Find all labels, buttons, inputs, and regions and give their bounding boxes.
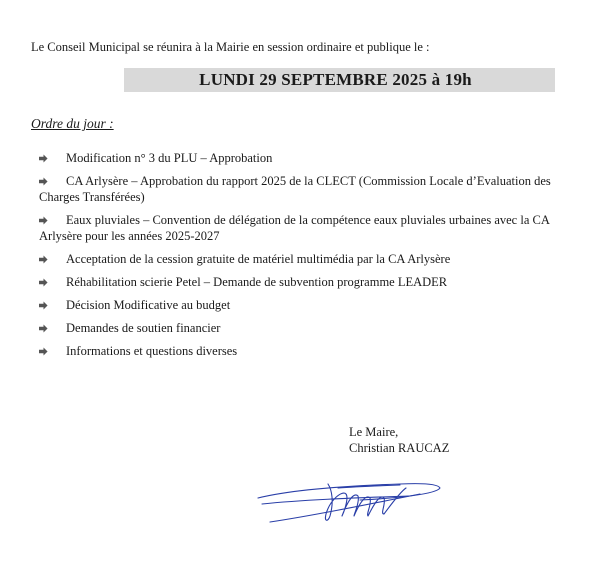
agenda-item-text: Informations et questions diverses	[66, 344, 238, 358]
signatory-title: Le Maire,	[349, 425, 399, 439]
agenda-item	[39, 150, 574, 166]
arrow-right-icon	[39, 177, 48, 186]
meeting-date: LUNDI 29 SEPTEMBRE 2025 à 19h	[199, 70, 472, 89]
arrow-right-icon	[39, 154, 48, 163]
agenda-item-text: Réhabilitation scierie Petel – Demande de subvention programme LEADER	[66, 275, 448, 289]
agenda-item	[39, 173, 574, 205]
agenda-item	[39, 297, 574, 313]
arrow-right-icon	[39, 301, 48, 310]
meeting-date-banner	[124, 68, 555, 92]
agenda-item	[39, 343, 574, 359]
arrow-right-icon	[39, 347, 48, 356]
signature-block	[349, 424, 449, 456]
agenda-item-text: Modification n° 3 du PLU – Approbation	[66, 151, 273, 165]
agenda-item	[39, 320, 574, 336]
agenda-item-text: Décision Modificative au budget	[66, 298, 231, 312]
agenda-item-text: Acceptation de la cession gratuite de matériel multimédia par la CA Arlysère	[66, 252, 451, 266]
arrow-right-icon	[39, 324, 48, 333]
handwritten-signature	[250, 470, 450, 530]
agenda-item-text: Eaux pluviales – Convention de délégation de la compétence eaux pluviales urbaines avec la CA Arlysère pour les années 2025-2027	[39, 213, 550, 243]
agenda-item-text: Demandes de soutien financier	[66, 321, 221, 335]
arrow-right-icon	[39, 278, 48, 287]
arrow-right-icon	[39, 216, 48, 225]
agenda-item	[39, 274, 574, 290]
signatory-name: Christian RAUCAZ	[349, 441, 450, 455]
agenda-heading: Ordre du jour :	[31, 116, 114, 131]
arrow-right-icon	[39, 255, 48, 264]
agenda-item	[39, 212, 574, 244]
agenda-list	[39, 150, 574, 366]
agenda-item-text: CA Arlysère – Approbation du rapport 2025 de la CLECT (Commission Locale d’Evaluation des Charges Transférées)	[39, 174, 551, 204]
meeting-intro: Le Conseil Municipal se réunira à la Mairie en session ordinaire et publique le :	[31, 40, 430, 54]
agenda-item	[39, 251, 574, 267]
